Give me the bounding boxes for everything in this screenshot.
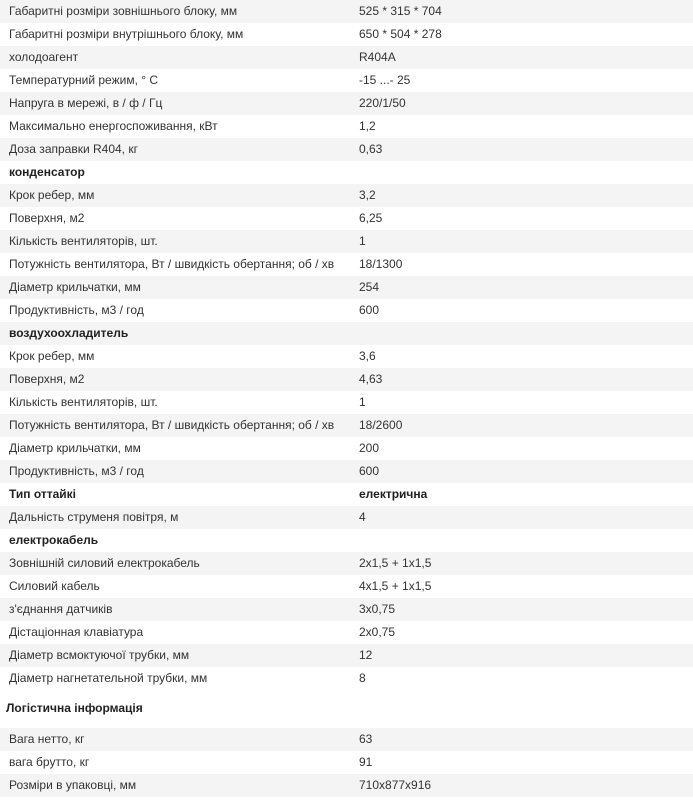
- spec-value: 710х877х916: [350, 774, 693, 797]
- spec-label: з'єднання датчиків: [0, 598, 350, 621]
- spec-value: 1: [350, 230, 693, 253]
- table-row: [0, 598, 693, 621]
- spec-value: -15 ...- 25: [359, 73, 411, 87]
- table-row: [0, 115, 693, 138]
- table-row: [0, 230, 693, 253]
- table-row: [0, 621, 693, 644]
- spec-label: Габаритні розміри зовнішнього блоку, мм: [0, 0, 350, 23]
- spec-value: [350, 529, 693, 552]
- spec-label: Поверхня, м2: [9, 211, 85, 225]
- spec-label: Силовий кабель: [9, 579, 100, 593]
- spec-value: 91: [359, 755, 373, 769]
- spec-value: 6,25: [359, 211, 383, 225]
- spec-label: Крок ребер, мм: [9, 349, 95, 363]
- spec-value: 600: [350, 460, 693, 483]
- table-row: [0, 751, 693, 774]
- table-row: [0, 575, 693, 598]
- spec-label: Температурний режим, ° С: [9, 73, 159, 87]
- logistics-body: [0, 728, 693, 797]
- section-label: Тип оттайкі: [9, 487, 77, 501]
- table-row: [0, 391, 693, 414]
- spec-label: Продуктивність, м3 / год: [0, 460, 350, 483]
- spec-label: Доза заправки R404, кг: [0, 138, 350, 161]
- spec-value: 220/1/50: [350, 92, 693, 115]
- table-row: [0, 368, 693, 391]
- spec-label: Діаметр всмоктуючої трубки, мм: [0, 644, 350, 667]
- spec-value: 650 * 504 * 278: [359, 27, 442, 41]
- spec-value: R404A: [350, 46, 693, 69]
- spec-label: Максимально енергоспоживання, кВт: [9, 119, 218, 133]
- table-row: [0, 184, 693, 207]
- table-row: [0, 0, 693, 23]
- table-row: [0, 552, 693, 575]
- section-row: [0, 483, 693, 506]
- spec-label: Потужність вентилятора, Вт / швидкість обертання; об / хв: [0, 414, 350, 437]
- table-row: [0, 299, 693, 322]
- spec-value: 3,6: [359, 349, 376, 363]
- spec-value: 525 * 315 * 704: [350, 0, 693, 23]
- spec-label: Зовнішній силовий електрокабель: [0, 552, 350, 575]
- table-row: [0, 46, 693, 69]
- table-row: [0, 728, 693, 751]
- table-row: [0, 774, 693, 797]
- spec-label: Продуктивність, м3 / год: [9, 303, 144, 317]
- spec-value: електрична: [359, 487, 428, 501]
- spec-label: Кількість вентиляторів, шт.: [0, 230, 350, 253]
- table-row: [0, 437, 693, 460]
- table-row: [0, 92, 693, 115]
- spec-label: Діаметр крильчатки, мм: [0, 276, 350, 299]
- spec-label: Дальність струменя повітря, м: [0, 506, 350, 529]
- spec-label: холодоагент: [0, 46, 350, 69]
- section-label: воздухоохладитель: [0, 322, 350, 345]
- spec-label: Вага нетто, кг: [0, 728, 350, 751]
- section-row: [0, 322, 693, 345]
- table-row: [0, 667, 693, 690]
- spec-value: 12: [350, 644, 693, 667]
- spec-value: 2х0,75: [359, 625, 396, 639]
- table-row: [0, 207, 693, 230]
- spec-label: Діаметр нагнетательной трубки, мм: [9, 671, 208, 685]
- spec-label: Дістаціонная клавіатура: [9, 625, 144, 639]
- spec-value: 200: [359, 441, 380, 455]
- spec-value: [350, 161, 693, 184]
- logistics-title: Логістична інформація: [6, 701, 143, 715]
- spec-label: Діаметр крильчатки, мм: [9, 441, 141, 455]
- spec-value: 4: [350, 506, 693, 529]
- spec-value: 4х1,5 + 1х1,5: [359, 579, 432, 593]
- table-row: [0, 345, 693, 368]
- spec-value: 3х0,75: [350, 598, 693, 621]
- table-row: [0, 414, 693, 437]
- spec-value: 63: [350, 728, 693, 751]
- spec-label: Габаритні розміри внутрішнього блоку, мм: [9, 27, 244, 41]
- table-row: [0, 138, 693, 161]
- spec-value: 18/2600: [350, 414, 693, 437]
- spec-label: вага брутто, кг: [9, 755, 90, 769]
- table-row: [0, 506, 693, 529]
- table-row: [0, 69, 693, 92]
- spec-value: 2х1,5 + 1х1,5: [350, 552, 693, 575]
- table-row: [0, 276, 693, 299]
- table-row: [0, 460, 693, 483]
- spec-label: Крок ребер, мм: [0, 184, 350, 207]
- section-label: електрокабель: [9, 533, 99, 547]
- spec-label: Напруга в мережі, в / ф / Гц: [0, 92, 350, 115]
- spec-value: 0,63: [350, 138, 693, 161]
- spec-value: 1: [359, 395, 366, 409]
- section-label: конденсатор: [9, 165, 85, 179]
- spec-value: 600: [359, 303, 380, 317]
- spec-label: Розміри в упаковці, мм: [0, 774, 350, 797]
- spec-value: 1,2: [359, 119, 376, 133]
- section-row: [0, 529, 693, 552]
- spec-value: 18/1300: [359, 257, 403, 271]
- spec-value: 8: [359, 671, 366, 685]
- spec-label: Кількість вентиляторів, шт.: [9, 395, 158, 409]
- spec-value: 4,63: [350, 368, 693, 391]
- logistics-table: [0, 728, 693, 797]
- spec-label: Поверхня, м2: [0, 368, 350, 391]
- spec-value: 254: [350, 276, 693, 299]
- table-row: [0, 644, 693, 667]
- spec-value: [350, 322, 693, 345]
- section-row: [0, 161, 693, 184]
- table-row: [0, 23, 693, 46]
- table-row: [0, 253, 693, 276]
- spec-value: 3,2: [350, 184, 693, 207]
- spec-label: Потужність вентилятора, Вт / швидкість обертання; об / хв: [9, 257, 335, 271]
